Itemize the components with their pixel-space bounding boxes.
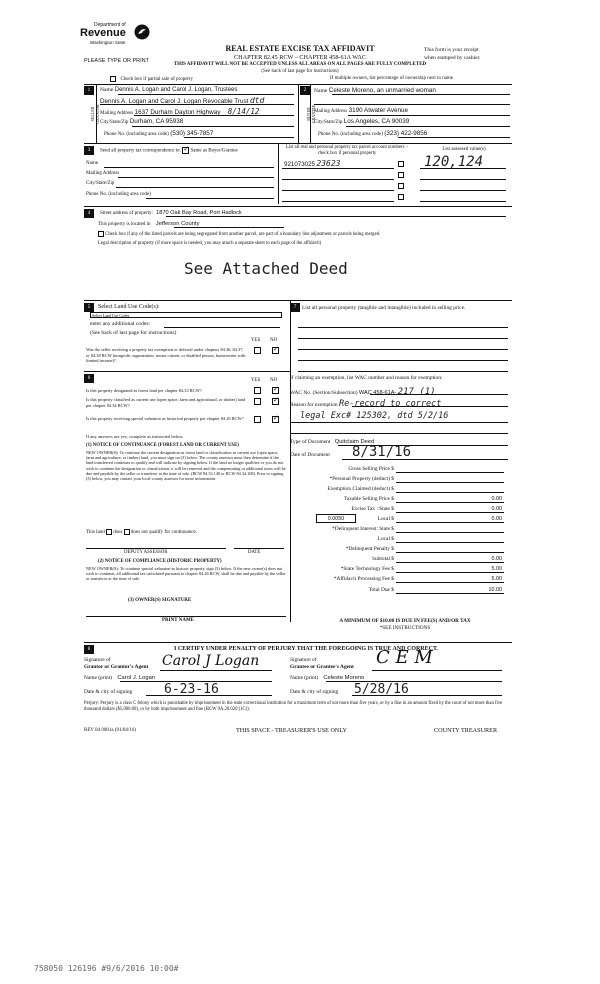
section-7-number: 7 xyxy=(290,303,300,312)
s5-no: NO xyxy=(270,338,278,343)
current-use-yes-checkbox[interactable] xyxy=(254,398,261,405)
logo-state: Washington State xyxy=(90,40,126,45)
s5-yes: YES xyxy=(251,338,261,343)
send-correspondence-label: Send all property tax correspondence to: xyxy=(100,148,181,154)
land-does-not-label: does not xyxy=(130,530,148,536)
buyer-phone: (323) 422-9856 xyxy=(384,130,428,137)
assessed-value-handwritten: 120,124 xyxy=(424,154,484,170)
seller-city-label: City/State/Zip xyxy=(100,120,129,125)
land-use-select-value: Select Land Use Codes xyxy=(92,313,130,318)
personal-property-checkbox-1[interactable] xyxy=(398,161,404,167)
buyer-city: Los Angeles, CA 90039 xyxy=(343,118,410,125)
historical-yes-checkbox[interactable] xyxy=(254,416,261,423)
print-name-label: PRINT NAME xyxy=(162,618,194,623)
doc-type: Quitclaim Deed xyxy=(334,439,375,445)
logo-dept-line: Department of xyxy=(94,22,126,28)
county-treasurer-label: COUNTY TREASURER xyxy=(434,727,498,734)
reason-handwritten-1: Re-record to correct xyxy=(338,399,442,409)
seller-name-2: Dennis A. Logan and Carol J. Logan Revocable Trust xyxy=(100,98,249,105)
historic-text: NEW OWNER(S): To continue special valuation as historic property, sign (3) below. If the new owner(s) does not wish to continue, all additional tax calculated pursuant to chapter 84.26 RCW, shall be due and payable by the seller or transferor at the time of sale. xyxy=(86,566,286,582)
same-as-buyer-checkbox[interactable] xyxy=(182,147,189,154)
owner-signature-label: (3) OWNER(S) SIGNATURE xyxy=(128,598,192,603)
continuance-title: (1) NOTICE OF CONTINUANCE (FOREST LAND OR CURRENT USE) xyxy=(86,443,239,448)
parcel-header: List all real and personal property tax parcel account numbers – check box if personal property xyxy=(285,145,409,156)
seller-name: Dennis A. Logan and Carol J. Logan, Trustees xyxy=(114,87,238,93)
grantee-sig-label-2: Grantee or Grantee's Agent xyxy=(290,664,354,670)
historic-title: (2) NOTICE OF COMPLIANCE (HISTORIC PROPERTY) xyxy=(98,559,222,564)
section-5 xyxy=(84,301,290,369)
section-8 xyxy=(84,643,512,723)
grantor-name-print: Carol J. Logan xyxy=(117,675,156,681)
perjury-text: Perjury: Perjury is a class C felony which is punishable by imprisonment in the state correctional institution for a maximum term of not more than five years, or by a fine in an amount fixed by the court of not more than five thousand dollars ($5,000.00), or by both imprisonment and fine (RCW 9A.20.020 (1C)). xyxy=(84,701,503,713)
grantee-name-label: Name (print) xyxy=(290,675,318,681)
doc-date-label: Date of Document xyxy=(290,452,330,458)
grantor-sig-label-1: Signature of xyxy=(84,657,111,663)
current-use-no-checkbox[interactable] xyxy=(272,398,279,405)
subtotal-label: Subtotal $ xyxy=(371,556,394,562)
grantee-signature: C E M xyxy=(376,647,433,668)
excise-state-value: 0.00 xyxy=(491,506,502,512)
partial-sale-row xyxy=(110,76,510,84)
form-notice: THIS AFFIDAVIT WILL NOT BE ACCEPTED UNLESS ALL AREAS ON ALL PAGES ARE FULLY COMPLETED xyxy=(173,62,427,67)
partial-sale-label: Check box if partial sale of property xyxy=(120,77,193,83)
grantor-date-label: Date & city of signing xyxy=(84,689,133,695)
seller-name-label: Name xyxy=(100,87,114,93)
seller-address: 1637 Durham Dayton Highway xyxy=(134,109,221,116)
local-rate-box: 0.0050 xyxy=(316,514,356,523)
segregated-label: Check box if any of the listed parcels are being segregated from another parcel, are part of a boundary line adjustment or parcels being merged. xyxy=(105,232,381,238)
personal-property-checkbox-4[interactable] xyxy=(398,194,404,200)
section-4-number: 4 xyxy=(84,209,94,218)
exemption-deduct-label: Exemption Claimed (deduct) $ xyxy=(327,486,394,492)
section-6 xyxy=(84,372,290,622)
forest-yes-checkbox[interactable] xyxy=(254,387,261,394)
forest-no-checkbox[interactable] xyxy=(272,387,279,394)
seller-phone: (530) 345-7857 xyxy=(170,130,214,137)
s3-phone-label: Phone No. (including area code) xyxy=(86,192,151,197)
delinquent-penalty-label: *Delinquent Penalty $ xyxy=(345,546,394,552)
street-label: Street address of property: xyxy=(100,211,153,216)
s6-yes: YES xyxy=(251,378,261,383)
grantee-date-handwritten: 5/28/16 xyxy=(354,682,409,697)
assessed-header: List assessed value(s) xyxy=(442,147,486,152)
form-chapter: CHAPTER 82.45 RCW – CHAPTER 458-61A WAC xyxy=(234,54,366,61)
parcel-handwritten: 23623 xyxy=(316,159,341,168)
taxable-price-value: 0.00 xyxy=(491,496,502,502)
land-does-label: does xyxy=(113,530,123,536)
wac-number: WAC 458-61A- xyxy=(358,390,397,396)
deputy-date-label: DATE xyxy=(248,550,261,555)
located-label: This property is located in xyxy=(98,222,151,227)
buyer-address: 3190 Atwater Avenue xyxy=(348,107,409,114)
historical-no-checkbox[interactable] xyxy=(272,416,279,423)
deputy-assessor-label: DEPUTY ASSESSOR xyxy=(124,550,168,555)
grantor-sig-label-2: Grantor or Grantor's Agent xyxy=(84,664,149,670)
processing-fee-value: 5.00 xyxy=(491,576,502,582)
section-1-number: 1 xyxy=(84,86,94,95)
section-2-number: 2 xyxy=(300,86,310,95)
s6-no: NO xyxy=(270,378,278,383)
section-3 xyxy=(84,144,512,204)
tech-fee-value: 5.00 xyxy=(491,566,502,572)
subtotal-value: 0.00 xyxy=(491,556,502,562)
doc-date-handwritten: 8/31/16 xyxy=(352,444,412,460)
land-use-select[interactable] xyxy=(90,312,282,318)
s3-name-label: Name xyxy=(86,161,98,166)
minimum-fee-note: A MINIMUM OF $10.00 IS DUE IN FEE(S) AND/OR TAX xyxy=(339,618,471,624)
land-use-see-back: (See back of last page for instructions) xyxy=(90,330,177,336)
logo-revenue: Revenue xyxy=(80,27,126,39)
total-due-label: Total Due $ xyxy=(368,587,394,593)
revenue-logo xyxy=(80,22,155,52)
seller-section xyxy=(84,85,298,143)
parcel-number: 921073025 xyxy=(284,161,315,168)
personal-deduct-label: *Personal Property (deduct) $ xyxy=(329,476,394,482)
total-due-value: 10.00 xyxy=(488,587,502,593)
section-4 xyxy=(84,207,512,297)
treasurer-use-only: THIS SPACE - TREASURER'S USE ONLY xyxy=(236,727,348,734)
qualify-label: qualify for continuance. xyxy=(148,530,197,536)
this-land-label: This land xyxy=(86,530,105,536)
buyer-side-label: BUYER GRANTEE xyxy=(306,104,316,124)
taxable-price-label: Taxable Selling Price $ xyxy=(343,496,394,502)
grantee-sig-label-1: Signature of xyxy=(290,657,317,663)
partial-sale-checkbox[interactable] xyxy=(110,76,116,82)
grantee-name-print: Celeste Moreno xyxy=(323,675,365,681)
reason-handwritten-2: legal Exc# 125302, dtd 5/2/16 xyxy=(300,411,449,421)
if-yes-note: If any answers are yes, complete as instructed below. xyxy=(86,434,184,439)
buyer-section xyxy=(298,85,512,143)
wac-label: WAC No. (Section/Subsection) xyxy=(290,390,358,396)
tax-amounts-table xyxy=(290,466,512,606)
legal-description-label: Legal description of property (if more space is needed, you may attach a separate sheet to each page of the affidavit) xyxy=(98,241,322,246)
buyer-name: Celeste Moreno, an unmarried woman xyxy=(328,87,436,94)
tech-fee-label: *State Technology Fee $ xyxy=(340,566,394,572)
excise-state-label: Excise Tax : State $ xyxy=(351,506,394,512)
grantor-name-label: Name (print) xyxy=(84,675,112,681)
exemption-question: Was the seller receiving a property tax exemption or deferral under chapters 84.36, 84.37, or 84.38 RCW (nonprofit organization, senior citizen, or disabled person, homeowner with limited income)? xyxy=(86,347,246,363)
local-tax-label: Local $ xyxy=(377,516,394,522)
land-use-label: Select Land Use Code(s): xyxy=(98,304,160,310)
seller-address-label: Mailing Address xyxy=(100,111,134,116)
legal-description-handwritten: See Attached Deed xyxy=(184,259,348,278)
type-or-print: PLEASE TYPE OR PRINT xyxy=(84,58,150,64)
seller-phone-label: Phone No. (including area code) xyxy=(104,132,169,137)
street-address: 1870 Oak Bay Road, Port Hadlock xyxy=(156,210,242,216)
form-back-note: (See back of last page for instructions) xyxy=(261,69,339,74)
buyer-phone-label: Phone No. (including area code) xyxy=(318,132,383,137)
land-does-not-checkbox[interactable] xyxy=(124,529,130,535)
section-5-number: 5 xyxy=(84,303,94,312)
seller-name-handwritten: dtd xyxy=(249,96,265,105)
s3-address-label: Mailing Address xyxy=(86,171,120,176)
recording-stamp: 758050 126196 #9/6/2016 10:00# xyxy=(34,964,179,973)
local-tax-value: 0.00 xyxy=(491,516,502,522)
exemption-yes-checkbox[interactable] xyxy=(254,347,261,354)
segregated-checkbox[interactable] xyxy=(98,231,104,237)
seller-side-label: SELLER GRANTOR xyxy=(90,104,100,124)
section-6-number: 6 xyxy=(84,374,94,383)
continuance-text: NEW OWNER(S): To continue the current designation as forest land or classification as current use (open space, farm and agriculture, or timber) land, you must sign on (3) below. The county assessor must then determine if the land transferred continues to qualify and will indicate by signing below. If the land no longer qualifies or you do not wish to continue the designation or classification, it will be removed and the compensating or additional taxes will be due and payable by the seller or transferor at the time of sale. (RCW 84.33.140 or RCW 84.34.108). Prior to signing (3) below, you may contact your local county assessor for more information. xyxy=(86,450,286,481)
grantor-date-handwritten: 6-23-16 xyxy=(164,682,219,697)
buyer-city-label: City/State/Zip xyxy=(314,120,343,125)
gross-price-label: Gross Selling Price $ xyxy=(348,466,394,472)
personal-property-label: List all personal property (tangible and intangible) included in selling price. xyxy=(302,305,466,311)
see-instructions-note: *SEE INSTRUCTIONS xyxy=(379,625,431,631)
delinquent-interest-state-label: *Delinquent Interest: State $ xyxy=(332,526,394,532)
personal-property-checkbox-2[interactable] xyxy=(398,172,404,178)
buyer-name-label: Name xyxy=(314,88,328,94)
reason-label: Reason for exemption xyxy=(290,402,338,408)
forest-land-question: Is this property designated as forest land per chapter 84.33 RCW? xyxy=(86,388,202,393)
wac-handwritten: 217 (1) xyxy=(397,387,436,397)
claiming-exemption-label: If claiming an exemption, list WAC number and reason for exemption: xyxy=(290,375,443,381)
exemption-no-checkbox[interactable] xyxy=(272,347,279,354)
seller-city: Durham, CA 95938 xyxy=(129,118,184,125)
grantee-date-label: Date & city of signing xyxy=(290,689,339,695)
processing-fee-label: *Affidavit Processing Fee $ xyxy=(333,576,394,582)
certify-statement: I CERTIFY UNDER PENALTY OF PERJURY THAT THE FOREGOING IS TRUE AND CORRECT. xyxy=(174,646,439,652)
personal-property-checkbox-3[interactable] xyxy=(398,183,404,189)
grantor-signature: Carol J Logan xyxy=(162,653,260,669)
doc-type-label: Type of Document xyxy=(290,439,331,445)
buyer-address-label: Mailing Address xyxy=(314,109,348,114)
rev-number: REV 84 0001a (01/04/16) xyxy=(84,728,136,733)
section-8-number: 8 xyxy=(84,645,94,654)
same-as-buyer-label: Same as Buyer/Grantee xyxy=(190,148,238,154)
land-does-checkbox[interactable] xyxy=(106,529,112,535)
historical-question: Is this property receiving special valuation as historical property per chapter 84.26 RCW? xyxy=(86,416,244,421)
seller-address-handwritten: 8/14/12 xyxy=(227,107,260,116)
delinquent-interest-local-label: Local $ xyxy=(377,536,394,542)
form-title: REAL ESTATE EXCISE TAX AFFIDAVIT xyxy=(225,44,375,53)
s3-city-label: City/State/Zip xyxy=(86,181,115,186)
multi-owners-note: If multiple owners, list percentage of ownership next to name xyxy=(330,76,454,81)
additional-codes-label: enter any additional codes: xyxy=(90,321,151,327)
county-name: Jefferson County xyxy=(155,221,200,227)
current-use-question: Is this property classified as current use (open space, farm and agricultural, or timber) land per chapter 84.34 RCW? xyxy=(86,397,246,408)
section-3-number: 3 xyxy=(84,146,94,155)
receipt-note-2: when stamped by cashier. xyxy=(424,55,481,61)
receipt-note-1: This form is your receipt xyxy=(424,47,479,53)
logo-mark-icon xyxy=(134,24,150,40)
